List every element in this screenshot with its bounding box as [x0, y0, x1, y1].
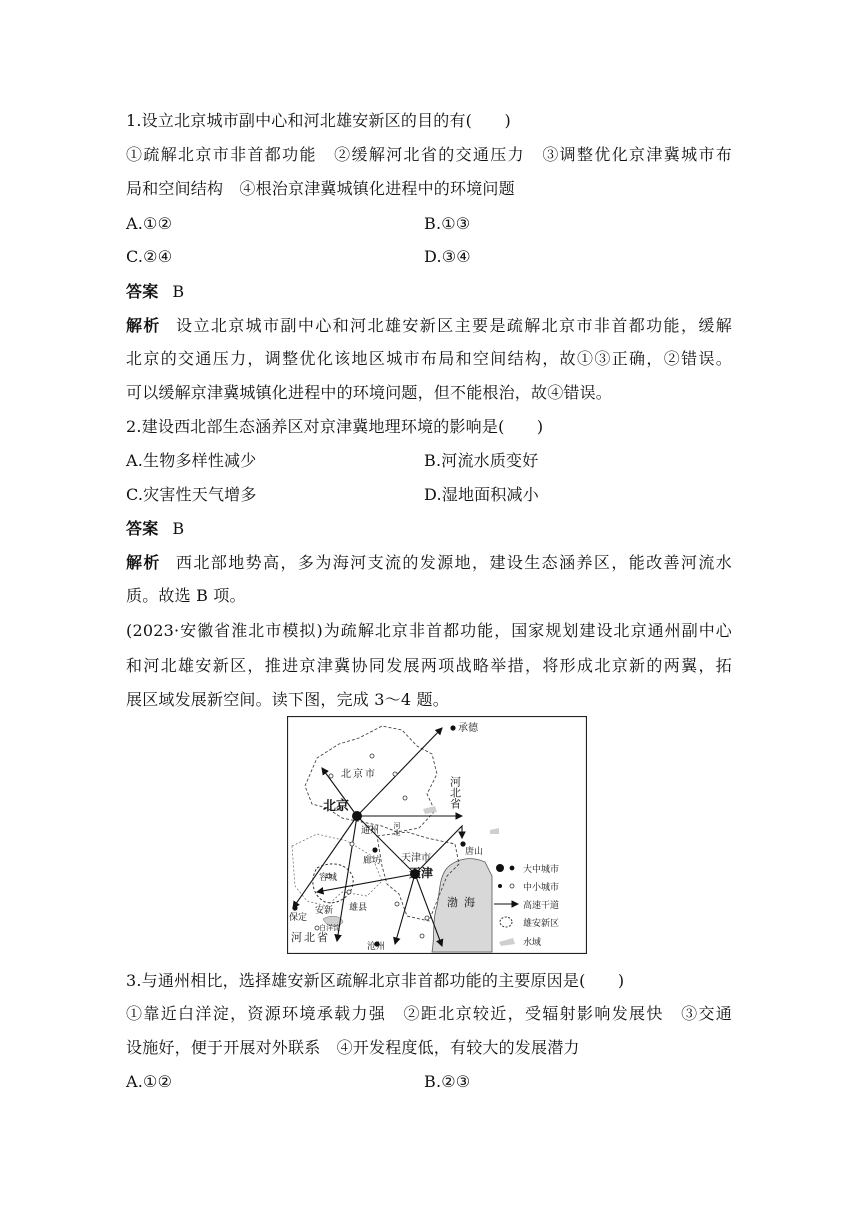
label-tianjin-shi: 天津市 — [401, 853, 431, 864]
q1-answer — [126, 281, 184, 303]
q2-option-b: B.河流水质变好 — [424, 451, 539, 470]
q1-option-b: B.①③ — [424, 214, 471, 233]
label-baoding: 保定 — [289, 913, 308, 923]
q2-option-c: C.灾害性天气增多 — [126, 485, 257, 504]
label-baiyangdian: 白洋淀 — [319, 924, 340, 932]
label-langfang: 廊坊 — [363, 856, 382, 866]
label-anxin: 安新 — [315, 906, 334, 916]
answer-value: B — [172, 282, 185, 301]
q2-analysis — [126, 552, 732, 574]
q3-statements: ①靠近白洋淀，资源环境承载力强 ②距北京较近，受辐射影响发展快 ③交通 — [126, 1004, 732, 1023]
q1-analysis-cont: 北京的交通压力，调整优化该地区城市布局和空间结构，故①③正确，②错误。 — [126, 349, 732, 368]
label-hebei-sw: 河北省 — [291, 931, 330, 944]
city-langfang-marker — [372, 847, 377, 852]
label-beijing-shi: 北京市 — [341, 769, 377, 780]
q3-statements-cont: 设施好，便于开展对外联系 ④开发程度低，有较大的发展潜力 — [126, 1038, 580, 1057]
q2-option-a: A.生物多样性减少 — [126, 451, 257, 470]
q1-option-d: D.③④ — [424, 247, 471, 266]
analysis-label: 解析 — [126, 316, 161, 335]
q2-analysis-cont: 质。故选 B 项。 — [126, 586, 246, 605]
q2-option-d: D.湿地面积减小 — [424, 485, 539, 504]
answer-value: B — [172, 519, 185, 538]
q1-option-c: C.②④ — [126, 247, 173, 266]
analysis-label: 解析 — [126, 553, 161, 572]
town-marker — [425, 916, 429, 920]
label-hebei-strip: 河北 — [393, 822, 401, 836]
q3-option-a: A.①② — [126, 1072, 173, 1091]
city-beijing-marker — [352, 811, 362, 821]
town-marker — [329, 774, 333, 778]
q1-statements: ①疏解北京市非首都功能 ②缓解河北省的交通压力 ③调整优化京津冀城市布 — [126, 145, 732, 164]
label-beijing: 北京 — [323, 799, 350, 814]
legend-small-city-icon — [498, 884, 502, 888]
legend-big-city-icon — [510, 866, 515, 871]
legend-big-city: 大中城市 — [523, 865, 560, 875]
q3-option-b: B.②③ — [424, 1072, 471, 1091]
town-marker — [420, 934, 424, 938]
q1-option-a: A.①② — [126, 214, 173, 233]
town-marker — [403, 796, 407, 800]
town-marker — [350, 842, 354, 846]
label-chengde: 承德 — [458, 723, 478, 734]
label-bohai: 渤海 — [447, 896, 481, 909]
answer-label: 答案 — [126, 282, 159, 301]
answer-label: 答案 — [126, 519, 159, 538]
city-baoding-marker — [292, 905, 297, 910]
town-marker — [347, 890, 351, 894]
label-xiongxian: 雄县 — [349, 903, 368, 913]
label-hebei-ne: 河北省 — [448, 776, 462, 809]
city-chengde-marker — [450, 725, 455, 730]
label-tangshan: 唐山 — [465, 847, 484, 857]
town-marker — [370, 754, 374, 758]
material-intro: (2023·安徽省淮北市模拟)为疏解北京非首都功能，国家规划建设北京通州副中心 — [126, 621, 732, 640]
q1-analysis — [126, 315, 732, 337]
label-tongzhou: 通州 — [361, 826, 380, 836]
legend-xiongan: 雄安新区 — [523, 919, 560, 929]
label-cangzhou: 沧州 — [367, 942, 386, 952]
q1-analysis-cont2: 可以缓解京津冀城镇化进程中的环境问题，但不能根治，故④错误。 — [126, 383, 613, 402]
material-intro-cont: 和河北雄安新区，推进京津冀协同发展两项战略举措，将形成北京新的两翼，拓 — [126, 656, 732, 675]
legend-small-city: 中小城市 — [523, 883, 560, 893]
town-marker — [395, 902, 399, 906]
material-intro-cont2: 展区域发展新空间。读下图，完成 3～4 题。 — [126, 690, 449, 709]
q1-statements-cont: 局和空间结构 ④根治京津冀城镇化进程中的环境问题 — [126, 179, 515, 198]
legend-highway: 高速干道 — [523, 901, 560, 911]
legend-small-city-icon — [510, 884, 514, 888]
jingjinji-map — [287, 716, 587, 954]
label-tianjin: 天津 — [409, 866, 434, 880]
q1-stem: 1.设立北京城市副中心和河北雄安新区的目的有( ) — [126, 111, 511, 130]
q2-stem: 2.建设西北部生态涵养区对京津冀地理环境的影响是( ) — [126, 417, 544, 436]
town-marker — [393, 772, 397, 776]
analysis-text: 设立北京城市副中心和河北雄安新区主要是疏解北京市非首都功能，缓解 — [174, 316, 732, 335]
legend-water: 水域 — [523, 938, 542, 948]
legend-big-city-icon — [496, 864, 504, 872]
q2-answer — [126, 518, 184, 540]
city-tangshan-marker — [460, 841, 465, 846]
analysis-text: 西北部地势高，多为海河支流的发源地，建设生态涵养区，能改善河流水 — [174, 553, 732, 572]
q3-stem: 3.与通州相比，选择雄安新区疏解北京非首都功能的主要原因是( ) — [126, 971, 625, 990]
label-rongcheng: 容城 — [319, 873, 338, 883]
